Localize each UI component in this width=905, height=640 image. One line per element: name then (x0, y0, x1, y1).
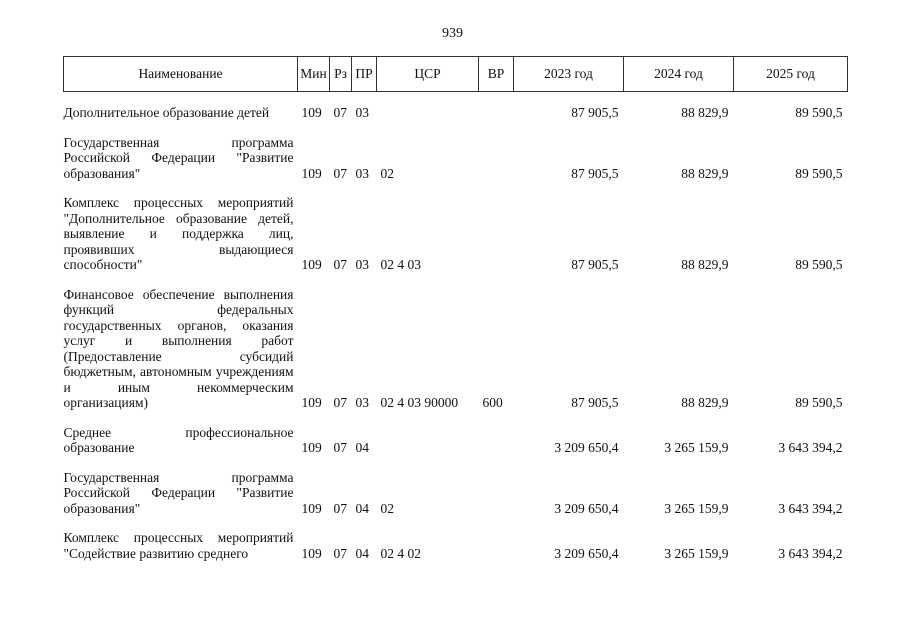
table-row (64, 460, 848, 521)
row-2023: 3 209 650,4 (554, 440, 619, 455)
row-csr: 02 (380, 500, 394, 516)
row-2024: 88 829,9 (681, 395, 729, 410)
header-2023: 2023 год (514, 57, 624, 92)
header-vr: ВР (479, 57, 514, 92)
row-pr: 03 (355, 105, 369, 120)
row-pr: 04 (355, 545, 369, 561)
row-pr: 04 (355, 500, 369, 516)
row-2025: 89 590,5 (795, 395, 843, 410)
row-rz: 07 (333, 105, 347, 120)
row-min: 109 (301, 440, 322, 455)
row-min: 109 (301, 257, 322, 272)
row-2023: 3 209 650,4 (554, 500, 619, 516)
row-2024: 88 829,9 (681, 105, 729, 120)
header-2024: 2024 год (624, 57, 734, 92)
row-2024: 88 829,9 (681, 257, 729, 272)
row-2023: 87 905,5 (571, 165, 619, 181)
row-rz: 07 (333, 165, 347, 181)
row-2025: 3 643 394,2 (778, 545, 843, 561)
table-row (64, 277, 848, 415)
header-2025: 2025 год (734, 57, 848, 92)
row-min: 109 (301, 105, 322, 120)
table-body (64, 92, 848, 566)
row-2025: 89 590,5 (795, 105, 843, 120)
row-2024: 3 265 159,9 (664, 440, 729, 455)
row-name: Комплекс процессных мероприятий "Содействие развитию среднего (63, 530, 294, 561)
row-2023: 87 905,5 (571, 257, 619, 272)
table-row (64, 415, 848, 460)
row-name: Среднее профессиональное образование (63, 424, 294, 455)
row-csr: 02 4 02 (380, 545, 421, 561)
row-min: 109 (301, 500, 322, 516)
row-vr (479, 125, 514, 186)
row-csr: 02 (380, 165, 394, 181)
row-name: Государственная программа Российской Федерации "Развитие образования" (63, 134, 294, 181)
row-csr: 02 4 03 (380, 257, 421, 272)
row-pr: 03 (355, 257, 369, 272)
row-vr (479, 92, 514, 125)
row-rz: 07 (333, 545, 347, 561)
page-number: 939 (442, 26, 463, 41)
row-2024: 3 265 159,9 (664, 545, 729, 561)
table-row (64, 92, 848, 125)
row-2025: 89 590,5 (795, 165, 843, 181)
row-csr: 02 4 03 90000 (380, 395, 459, 410)
row-pr: 04 (355, 440, 369, 455)
row-vr: 600 (482, 395, 503, 410)
table-row (64, 185, 848, 277)
row-rz: 07 (333, 257, 347, 272)
row-2025: 3 643 394,2 (778, 440, 843, 455)
table-row (64, 520, 848, 565)
row-vr (479, 520, 514, 565)
row-csr (377, 92, 479, 125)
row-rz: 07 (333, 395, 347, 410)
header-pr: ПР (352, 57, 377, 92)
row-vr (479, 460, 514, 521)
table-row (64, 125, 848, 186)
row-pr: 03 (355, 165, 369, 181)
row-rz: 07 (333, 500, 347, 516)
row-name: Комплекс процессных мероприятий "Дополнительное образование детей, выявление и поддержка лиц, проявивших выдающиеся способности" (63, 195, 294, 272)
row-name: Государственная программа Российской Федерации "Развитие образования" (63, 469, 294, 516)
header-csr: ЦСР (377, 57, 479, 92)
header-rz: Рз (330, 57, 352, 92)
row-min: 109 (301, 395, 322, 410)
row-csr (377, 415, 479, 460)
row-2024: 3 265 159,9 (664, 500, 729, 516)
header-min: Мин (298, 57, 330, 92)
row-2023: 87 905,5 (571, 395, 619, 410)
row-name: Дополнительное образование детей (63, 105, 270, 120)
row-rz: 07 (333, 440, 347, 455)
row-2025: 89 590,5 (795, 257, 843, 272)
row-vr (479, 415, 514, 460)
row-name: Финансовое обеспечение выполнения функций федеральных государственных органов, оказания услуг и выполнения работ (Предоставление субсидий бюджетным, автономным учреждениям и иным некоммерческим организациям) (63, 286, 294, 410)
table-header (64, 57, 848, 92)
row-2025: 3 643 394,2 (778, 500, 843, 516)
row-2023: 3 209 650,4 (554, 545, 619, 561)
header-name: Наименование (64, 57, 298, 92)
budget-table (63, 56, 848, 565)
row-2023: 87 905,5 (571, 105, 619, 120)
row-pr: 03 (355, 395, 369, 410)
row-min: 109 (301, 545, 322, 561)
row-2024: 88 829,9 (681, 165, 729, 181)
row-vr (479, 185, 514, 277)
row-min: 109 (301, 165, 322, 181)
